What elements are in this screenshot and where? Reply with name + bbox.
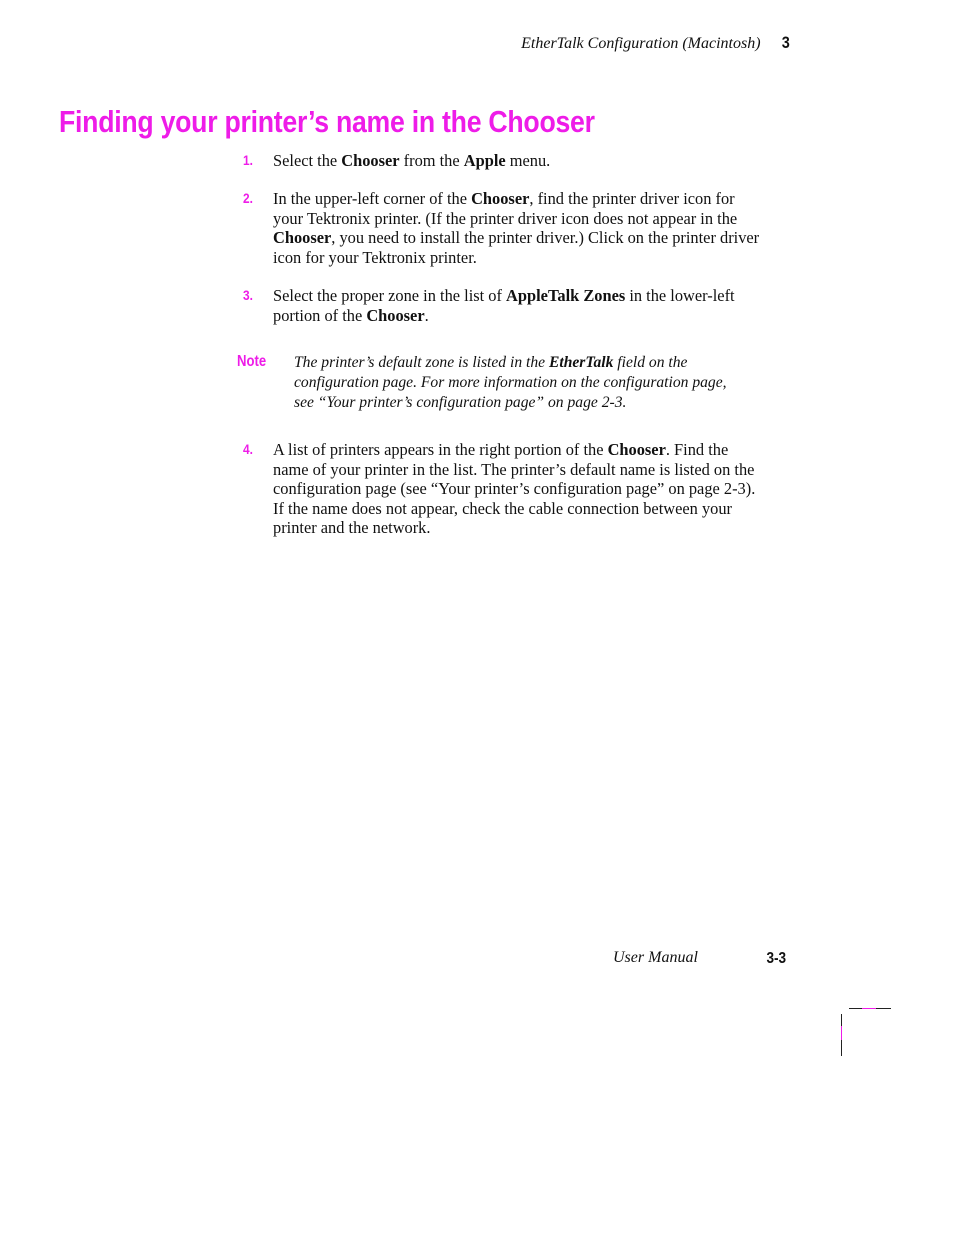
note-label: Note [237, 353, 267, 370]
step-number: 1. [243, 152, 253, 168]
text-run: . Find the name of your printer in the list. The printer’s default name is listed on the configuration page (see “Your printer’s configuration page” on page 2-3). If the name does not appear, check the cable connection between your printer and the network. [273, 440, 756, 538]
note-text [294, 353, 734, 412]
step-text [273, 286, 763, 325]
bold-term: Chooser [471, 189, 530, 208]
footer-title: User Manual [613, 949, 698, 966]
crop-mark-vertical-accent [841, 1026, 842, 1040]
page-number: 3-3 [766, 950, 786, 967]
bold-term: Chooser [273, 228, 332, 248]
text-run: , you need to install the printer driver.) Click on the printer driver icon for your Tektronix printer. [273, 228, 760, 267]
page-footer [600, 949, 790, 971]
text-run: field on the configuration page. For more information on the configuration page, see “Your printer’s configuration page” on page 2-3. [294, 354, 727, 411]
running-head [480, 33, 790, 55]
step-text [273, 151, 763, 171]
text-run: menu. [505, 151, 551, 170]
text-run: from the [399, 151, 464, 170]
crop-mark-horizontal-accent [862, 1008, 876, 1009]
bold-term: Apple [463, 151, 506, 170]
chapter-number: 3 [781, 33, 790, 52]
bold-term: AppleTalk Zones [506, 286, 626, 305]
step-text [273, 189, 763, 267]
text-run: , find the printer driver icon for your Tektronix printer. (If the printer driver icon does not appear in the [273, 189, 738, 228]
step-text [273, 440, 763, 538]
text-run: In the upper-left corner of the [273, 189, 472, 208]
step-number: 4. [243, 441, 253, 457]
text-run: Select the proper zone in the list of [273, 286, 507, 305]
text-run: The printer’s default zone is listed in the [294, 354, 549, 371]
text-run: . [424, 305, 429, 325]
bold-term: Chooser [366, 305, 425, 325]
bold-term: Chooser [607, 440, 666, 459]
bold-term: EtherTalk [548, 354, 614, 371]
step-number: 3. [243, 287, 253, 303]
text-run: Select the [273, 151, 342, 170]
text-run: in the lower-left portion of the [273, 286, 735, 325]
page-title: Finding your printer’s name in the Chooser [59, 104, 595, 139]
step-number: 2. [243, 190, 253, 206]
text-run: A list of printers appears in the right portion of the [273, 440, 608, 459]
running-head-title: EtherTalk Configuration (Macintosh) [521, 35, 761, 52]
bold-term: Chooser [341, 151, 400, 170]
